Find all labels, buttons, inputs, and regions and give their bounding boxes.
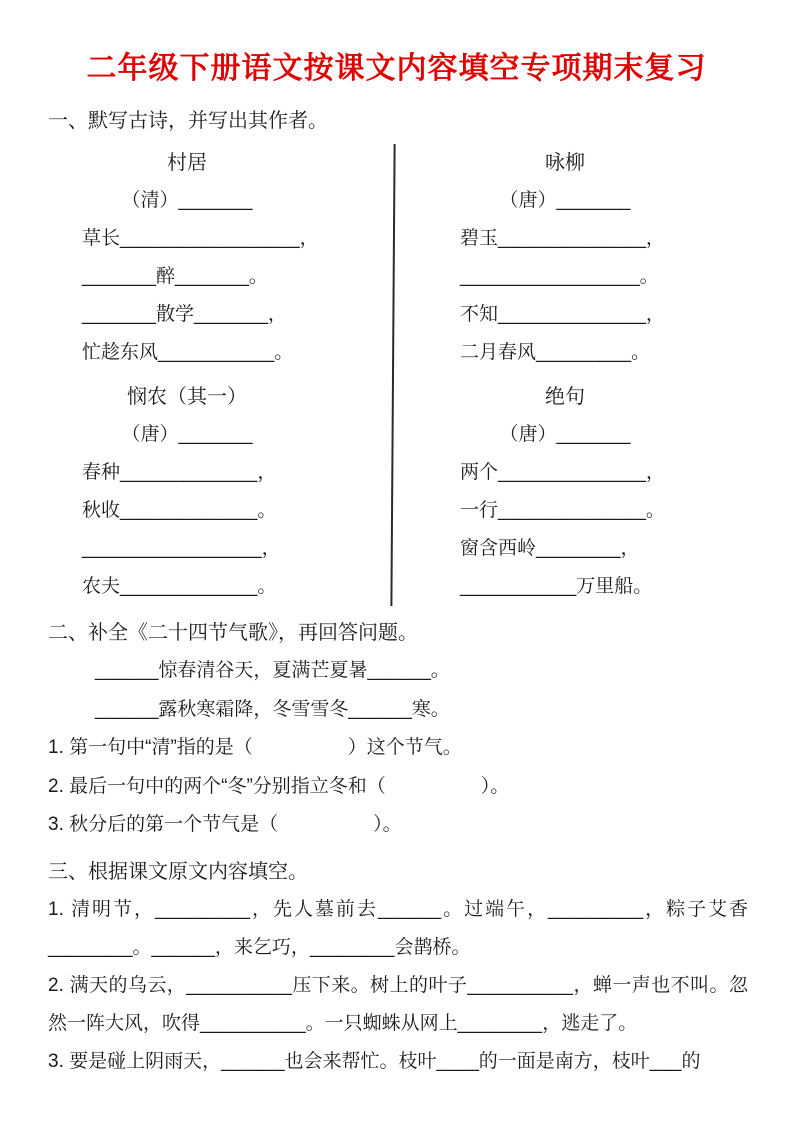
poem-verse-line: 秋收_____________。 xyxy=(82,500,277,521)
page-title: 二年级下册语文按课文内容填空专项期末复习 xyxy=(86,52,707,85)
poem-verse-line: 碧玉______________， xyxy=(460,228,665,249)
poem-title: 绝句 xyxy=(545,386,585,408)
poem-verse-line: 二月春风_________。 xyxy=(460,342,651,363)
fill-blank-item: 2. 满天的乌云，__________压下来。树上的叶子__________，蝉一声也不叫。忽然一阵大风，吹得__________。一只蜘蛛从网上________，逃走了。 xyxy=(48,974,748,1034)
fill-blank-item: 3. 要是碰上阴雨天，______也会来帮忙。枝叶____的一面是南方，枝叶___的 xyxy=(48,1050,701,1072)
poem-title: 悯农（其一） xyxy=(127,386,247,408)
poem-minnong xyxy=(82,378,292,606)
poem-column-left xyxy=(48,144,392,606)
poem-title: 咏柳 xyxy=(545,152,585,174)
question-line: 3. 秋分后的第一个节气是（ ）。 xyxy=(48,814,402,835)
poem-verse-line: 窗含西岭________， xyxy=(460,538,640,559)
fill-blank-item: 1. 清明节，_________，先人墓前去______。过端午，_________，粽子艾香________。______，来乞巧，________会鹊桥。 xyxy=(48,898,748,958)
poem-verse-line: 两个______________， xyxy=(460,462,665,483)
poem-verse-line: _______散学_______， xyxy=(82,304,287,325)
poem-verse-line: _________________， xyxy=(82,538,281,559)
poem-author-line: （清）_______ xyxy=(121,190,253,211)
poem-verse-line: ___________万里船。 xyxy=(460,576,653,597)
poem-jueju xyxy=(460,378,670,606)
section-3-heading: 三、根据课文原文内容填空。 xyxy=(48,860,308,883)
solar-terms-song-line: ______惊春清谷天，夏满芒夏暑______。 xyxy=(95,660,450,681)
poem-verse-line: 一行______________。 xyxy=(460,500,665,521)
section-1-heading: 一、默写古诗，并写出其作者。 xyxy=(48,110,328,132)
poem-verse-line: 不知______________， xyxy=(460,304,665,325)
poems-area xyxy=(48,144,748,606)
question-line: 2. 最后一句中的两个“冬”分别指立冬和（ ）。 xyxy=(48,775,510,797)
poem-verse-line: 农夫_____________。 xyxy=(82,576,277,597)
section-2-heading: 二、补全《二十四节气歌》，再回答问题。 xyxy=(48,622,418,644)
solar-terms-song-line: ______露秋寒霜降，冬雪雪冬______寒。 xyxy=(95,698,450,720)
poem-cunju xyxy=(82,144,319,372)
poem-verse-line: _______醉_______。 xyxy=(82,266,268,287)
poem-title: 村居 xyxy=(167,152,207,174)
poem-verse-line: _________________。 xyxy=(460,266,659,287)
poem-yongliu xyxy=(460,144,670,372)
poem-author-line: （唐）_______ xyxy=(499,424,631,445)
poem-verse-line: 草长_________________， xyxy=(82,228,319,249)
poem-verse-line: 春种_____________， xyxy=(82,462,277,483)
poem-author-line: （唐）_______ xyxy=(499,190,631,211)
question-line: 1. 第一句中“清”指的是（ ）这个节气。 xyxy=(48,737,462,758)
poem-column-right xyxy=(394,144,744,606)
poem-verse-line: 忙趁东风___________。 xyxy=(82,342,294,363)
poem-author-line: （唐）_______ xyxy=(121,424,253,445)
